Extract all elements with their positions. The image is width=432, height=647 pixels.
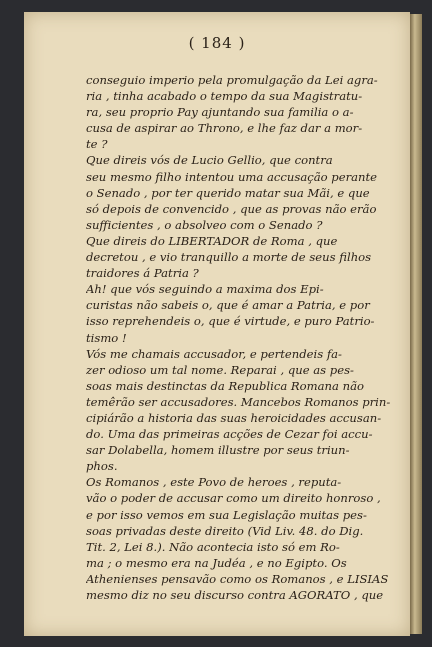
text-line: cusa de aspirar ao Throno, e lhe faz dar a mor- (86, 121, 363, 136)
page-edge (410, 14, 422, 634)
text-line: e por isso vemos em sua Legislação muitas pes- (86, 507, 367, 522)
text-line: mesmo diz no seu discurso contra AGORATO , que (86, 588, 384, 602)
text-line: ra, seu proprio Pay ajuntando sua familia o a- (86, 105, 354, 120)
text-line: Ah! que vós seguindo a maxima dos Epi- (86, 282, 324, 297)
text-line: cipiárão a historia das suas heroicidades accusan- (86, 410, 382, 425)
text-line: Tit. 2, Lei 8.). Não acontecia isto só em Ro- (86, 539, 340, 554)
text-line: ma ; o mesmo era na Judéa , e no Egipto. Os (86, 555, 347, 570)
text-line: soas mais destinctas da Republica Romana não (86, 378, 364, 393)
text-line: Vós me chamais accusador, e pertendeis fa- (86, 346, 342, 361)
text-line: Que direis do LIBERTADOR de Roma , que (86, 233, 338, 248)
text-line: sar Dolabella, homem illustre por seus triun- (86, 443, 350, 458)
text-line: conseguio imperio pela promulgação da Lei agra- (86, 73, 378, 87)
text-line: isso reprehendeis o, que é virtude, e puro Patrio- (86, 314, 375, 329)
text-line: Os Romanos , este Povo de heroes , reputa- (86, 475, 342, 490)
text-line: Athenienses pensavão como os Romanos , e LISIAS (86, 571, 389, 586)
text-line: tismo ! (86, 330, 127, 345)
text-line: soas privadas deste direito (Vid Liv. 48. do Dig. (86, 523, 364, 538)
text-line: traidores á Patria ? (86, 266, 199, 281)
text-line: ria , tinha acabado o tempo da sua Magistratu- (86, 89, 363, 104)
text-line: phos. (86, 459, 118, 474)
text-line: temêrão ser accusadores. Mancebos Romanos prin- (86, 394, 391, 409)
page-number: ( 184 ) (188, 34, 246, 52)
text-line: só depois de convencido , que as provas não erão (86, 201, 377, 216)
book-page (24, 12, 410, 636)
text-line: Que direis vós de Lucio Gellio, que contra (86, 153, 333, 168)
text-line: zer odioso um tal nome. Reparai , que as pes- (86, 362, 354, 377)
text-line: o Senado , por ter querido matar sua Mãi, e que (86, 185, 370, 200)
text-line: seu mesmo filho intentou uma accusação perante (86, 169, 378, 184)
text-line: sufficientes , o absolveo com o Senado ? (86, 217, 323, 232)
text-line: curistas não sabeis o, que é amar a Patria, e por (86, 298, 370, 313)
text-line: vão o poder de accusar como um direito honroso , (86, 491, 381, 506)
text-line: te ? (86, 137, 108, 152)
text-line: do. Uma das primeiras acções de Cezar foi accu- (86, 427, 373, 442)
text-line: decretou , e vio tranquillo a morte de seus filhos (86, 250, 372, 265)
page-text (86, 72, 396, 603)
